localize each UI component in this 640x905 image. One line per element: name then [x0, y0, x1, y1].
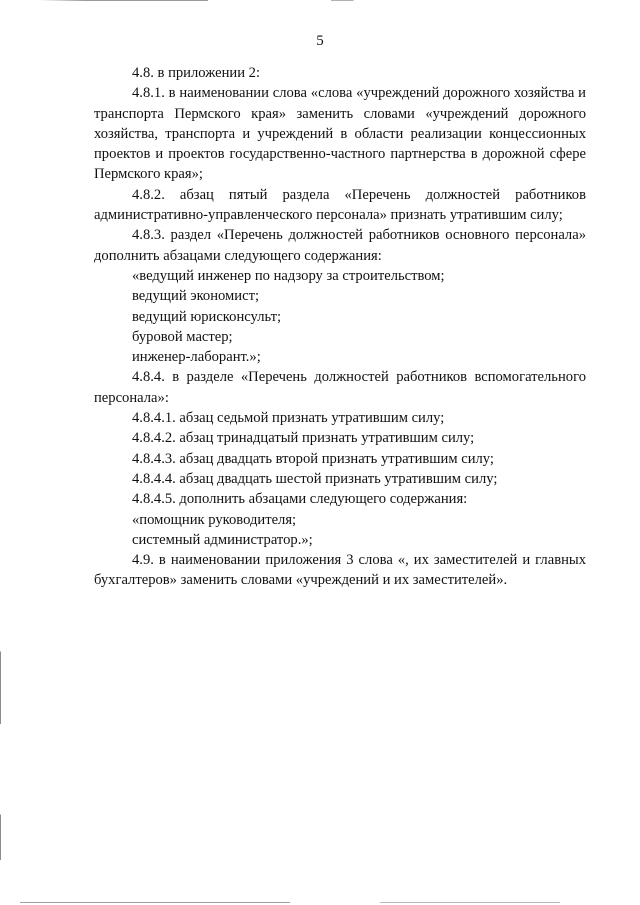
scan-edge-bottom	[20, 902, 620, 903]
list-item-position: системный администратор.»;	[132, 531, 313, 548]
paragraph-4-8-2: 4.8.2. абзац пятый раздела «Перечень должностей работников административно-управленческого персонала» признать утратившим силу;	[94, 186, 586, 224]
paragraph-4-8-4-5: 4.8.4.5. дополнить абзацами следующего содержания:	[132, 491, 468, 508]
list-item-position: буровой мастер;	[132, 328, 233, 345]
paragraph-4-8-4-4: 4.8.4.4. абзац двадцать шестой признать утратившим силу;	[132, 470, 498, 487]
document-body	[94, 63, 586, 591]
paragraph-4-8-4-1: 4.8.4.1. абзац седьмой признать утратившим силу;	[132, 410, 445, 427]
list-item-position: «ведущий инженер по надзору за строительством;	[132, 267, 445, 284]
paragraph-4-8-4-2: 4.8.4.2. абзац тринадцатый признать утратившим силу;	[132, 430, 475, 447]
list-item-position: инженер-лаборант.»;	[132, 349, 261, 366]
scan-edge-left	[0, 0, 1, 905]
paragraph-4-8-1: 4.8.1. в наименовании слова «слова «учреждений дорожного хозяйства и транспорта Пермского края» заменить словами «учреждений дорожного хозяйства, транспорта и учреждений в области реализации концессионных проектов и проектов государственно-частного партнерства в дорожной сфере Пермского края»;	[94, 85, 586, 183]
paragraph-4-8-3: 4.8.3. раздел «Перечень должностей работников основного персонала» дополнить абзацами следующего содержания:	[94, 227, 586, 264]
paragraph-4-8-4-3: 4.8.4.3. абзац двадцать второй признать утратившим силу;	[132, 450, 494, 467]
paragraph-4-9: 4.9. в наименовании приложения 3 слова «, их заместителей и главных бухгалтеров» заменить словами «учреждений и их заместителей».	[94, 552, 586, 589]
scan-edge-top	[40, 0, 600, 1]
paragraph-4-8: 4.8. в приложении 2:	[132, 65, 261, 81]
list-item-position: «помощник руководителя;	[132, 511, 297, 528]
page-number: 5	[316, 33, 324, 49]
paragraph-4-8-4: 4.8.4. в разделе «Перечень должностей работников вспомогательного персонала»:	[94, 369, 586, 406]
list-item-position: ведущий экономист;	[132, 288, 260, 305]
list-item-position: ведущий юрисконсульт;	[132, 308, 282, 325]
